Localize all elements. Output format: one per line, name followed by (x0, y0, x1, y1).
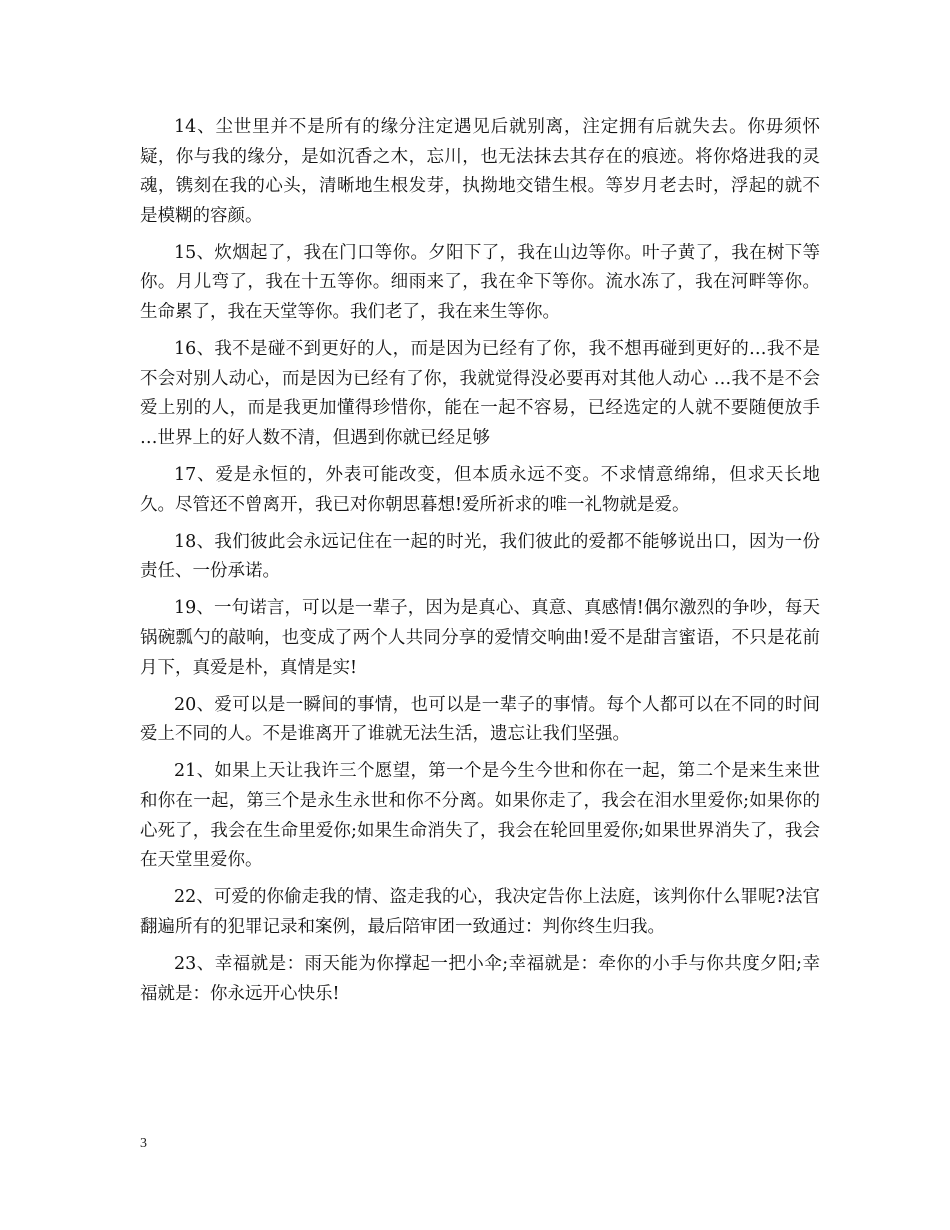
paragraph-23: 23、幸福就是：雨天能为你撑起一把小伞;幸福就是：牵你的小手与你共度夕阳;幸福就是：你永远开心快乐! (140, 953, 820, 1004)
paragraph-18: 18、我们彼此会永远记住在一起的时光，我们彼此的爱都不能够说出口，因为一份责任、一份承诺。 (140, 531, 820, 582)
paragraph-20: 20、爱可以是一瞬间的事情，也可以是一辈子的事情。每个人都可以在不同的时间爱上不同的人。不是谁离开了谁就无法生活，遗忘让我们坚强。 (140, 694, 820, 745)
page-number: 3 (140, 1136, 147, 1151)
paragraph-14: 14、尘世里并不是所有的缘分注定遇见后就别离，注定拥有后就失去。你毋须怀疑，你与我的缘分，是如沉香之木，忘川，也无法抹去其存在的痕迹。将你烙进我的灵魂，镌刻在我的心头，清晰地生根发芽，执拗地交错生根。等岁月老去时，浮起的就不是模糊的容颜。 (140, 117, 820, 226)
paragraph-17: 17、爱是永恒的，外表可能改变，但本质永远不变。不求情意绵绵，但求天长地久。尽管还不曾离开，我已对你朝思暮想!爱所祈求的唯一礼物就是爱。 (140, 465, 820, 515)
paragraph-21: 21、如果上天让我许三个愿望，第一个是今生今世和你在一起，第二个是来生来世和你在一起，第三个是永生永世和你不分离。如果你走了，我会在泪水里爱你;如果你的心死了，我会在生命里爱你;如果生命消失了，我会在轮回里爱你;如果世界消失了，我会在天堂里爱你。 (140, 761, 820, 871)
paragraph-19: 19、一句诺言，可以是一辈子，因为是真心、真意、真感情!偶尔激烈的争吵，每天锅碗瓢勺的敲响，也变成了两个人共同分享的爱情交响曲!爱不是甜言蜜语，不只是花前月下，真爱是朴，真情是实! (140, 598, 820, 678)
document-body (140, 113, 826, 1017)
paragraph-15: 15、炊烟起了，我在门口等你。夕阳下了，我在山边等你。叶子黄了，我在树下等你。月儿弯了，我在十五等你。细雨来了，我在伞下等你。流水冻了，我在河畔等你。生命累了，我在天堂等你。我们老了，我在来生等你。 (140, 242, 820, 323)
paragraph-16: 16、我不是碰不到更好的人，而是因为已经有了你，我不想再碰到更好的…我不是不会对别人动心，而是因为已经有了你，我就觉得没必要再对其他人动心 …我不是不会爱上别的人，而是我更加懂得珍惜你，能在一起不容易，已经选定的人就不要随便放手 …世界上的好人数不清，但遇到你就已经足够 (140, 339, 826, 448)
paragraph-22: 22、可爱的你偷走我的情、盗走我的心，我决定告你上法庭，该判你什么罪呢?法官翻遍所有的犯罪记录和案例，最后陪审团一致通过：判你终生归我。 (140, 887, 820, 937)
